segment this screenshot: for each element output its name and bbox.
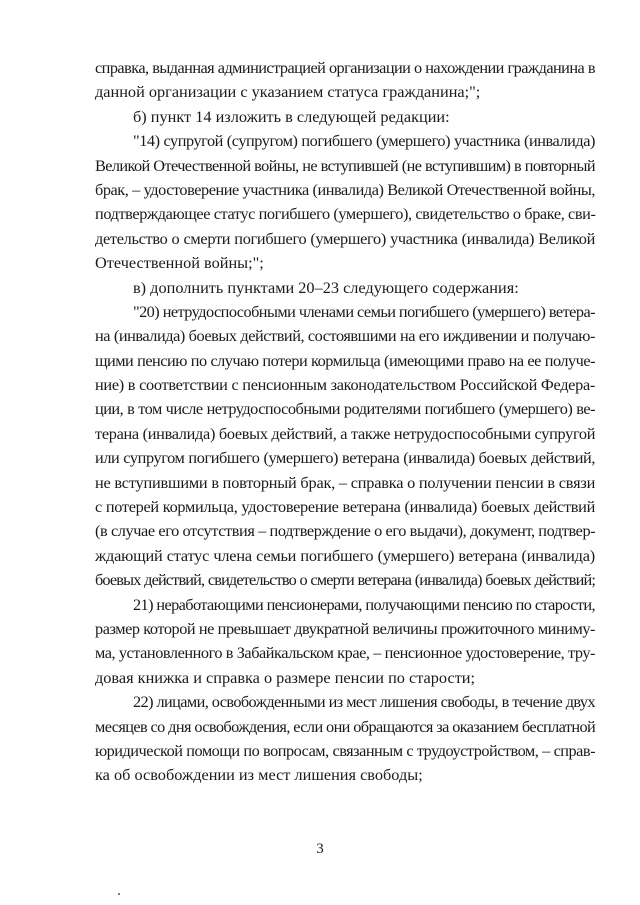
text-line: подтверждающее статус погибшего (умершего), свидетельство о браке, сви- — [95, 204, 596, 224]
text-line: ма, установленного в Забайкальском крае, – пенсионное удостоверение, тру- — [95, 643, 595, 663]
text-line: ждающий статус члена семьи погибшего (умершего) ветерана (инвалида) — [95, 545, 595, 565]
text-line: 22) лицами, освобожденными из мест лишения свободы, в течение двух — [133, 692, 595, 712]
text-line: довая книжка и справка о размере пенсии по старости; — [95, 667, 476, 687]
scan-artifact-dot — [118, 893, 120, 895]
text-line: ции, в том числе нетрудоспособными родителями погибшего (умершего) ве- — [95, 399, 595, 419]
text-line: на (инвалида) боевых действий, состоявшими на его иждивении и получаю- — [95, 326, 595, 346]
text-line: не вступившими в повторный брак, – справка о получении пенсии в связи — [95, 472, 596, 492]
text-line: терана (инвалида) боевых действий, а также нетрудоспособными супругой — [95, 423, 596, 443]
text-line: справка, выданная администрацией организации о нахождении гражданина в — [95, 58, 595, 77]
text-line: щими пенсию по случаю потери кормильца (имеющими право на ее получе- — [95, 350, 595, 370]
text-line: детельство о смерти погибшего (умершего) участника (инвалида) Великой — [95, 228, 595, 248]
text-line: данной организации с указанием статуса гражданина;"; — [95, 82, 481, 102]
text-line: боевых действий, свидетельство о смерти ветерана (инвалида) боевых действий; — [95, 570, 595, 590]
text-line: 21) неработающими пенсионерами, получающими пенсию по старости, — [133, 594, 595, 614]
text-line: брак, – удостоверение участника (инвалида) Великой Отечественной войны, — [95, 179, 595, 199]
text-line: с потерей кормильца, удостоверение ветерана (инвалида) боевых действий — [95, 497, 595, 517]
text-line: "14) супругой (супругом) погибшего (умершего) участника (инвалида) — [133, 131, 595, 151]
text-line: юридической помощи по вопросам, связанным с трудоустройством, – справ- — [95, 740, 595, 760]
text-line: Великой Отечественной войны, не вступившей (не вступившим) в повторный — [95, 155, 595, 175]
document-body — [95, 56, 595, 788]
text-line: ка об освобождении из мест лишения свободы; — [95, 765, 423, 785]
text-line: "20) нетрудоспособными членами семьи погибшего (умершего) ветера- — [133, 301, 595, 321]
text-line: Отечественной войны;"; — [95, 253, 264, 273]
text-line: месяцев со дня освобождения, если они обращаются за оказанием бесплатной — [95, 716, 596, 736]
text-line: или супругом погибшего (умершего) ветерана (инвалида) боевых действий, — [95, 448, 595, 468]
text-line: б) пункт 14 изложить в следующей редакции: — [133, 106, 450, 126]
text-line: в) дополнить пунктами 20–23 следующего содержания: — [133, 277, 519, 297]
page-number: 3 — [316, 841, 324, 857]
text-line: ние) в соответствии с пенсионным законодательством Российской Федера- — [95, 375, 595, 395]
text-line: (в случае его отсутствия – подтверждение о его выдачи), документ, подтвер- — [95, 521, 596, 541]
text-line: размер которой не превышает двукратной величины прожиточного миниму- — [95, 618, 595, 638]
